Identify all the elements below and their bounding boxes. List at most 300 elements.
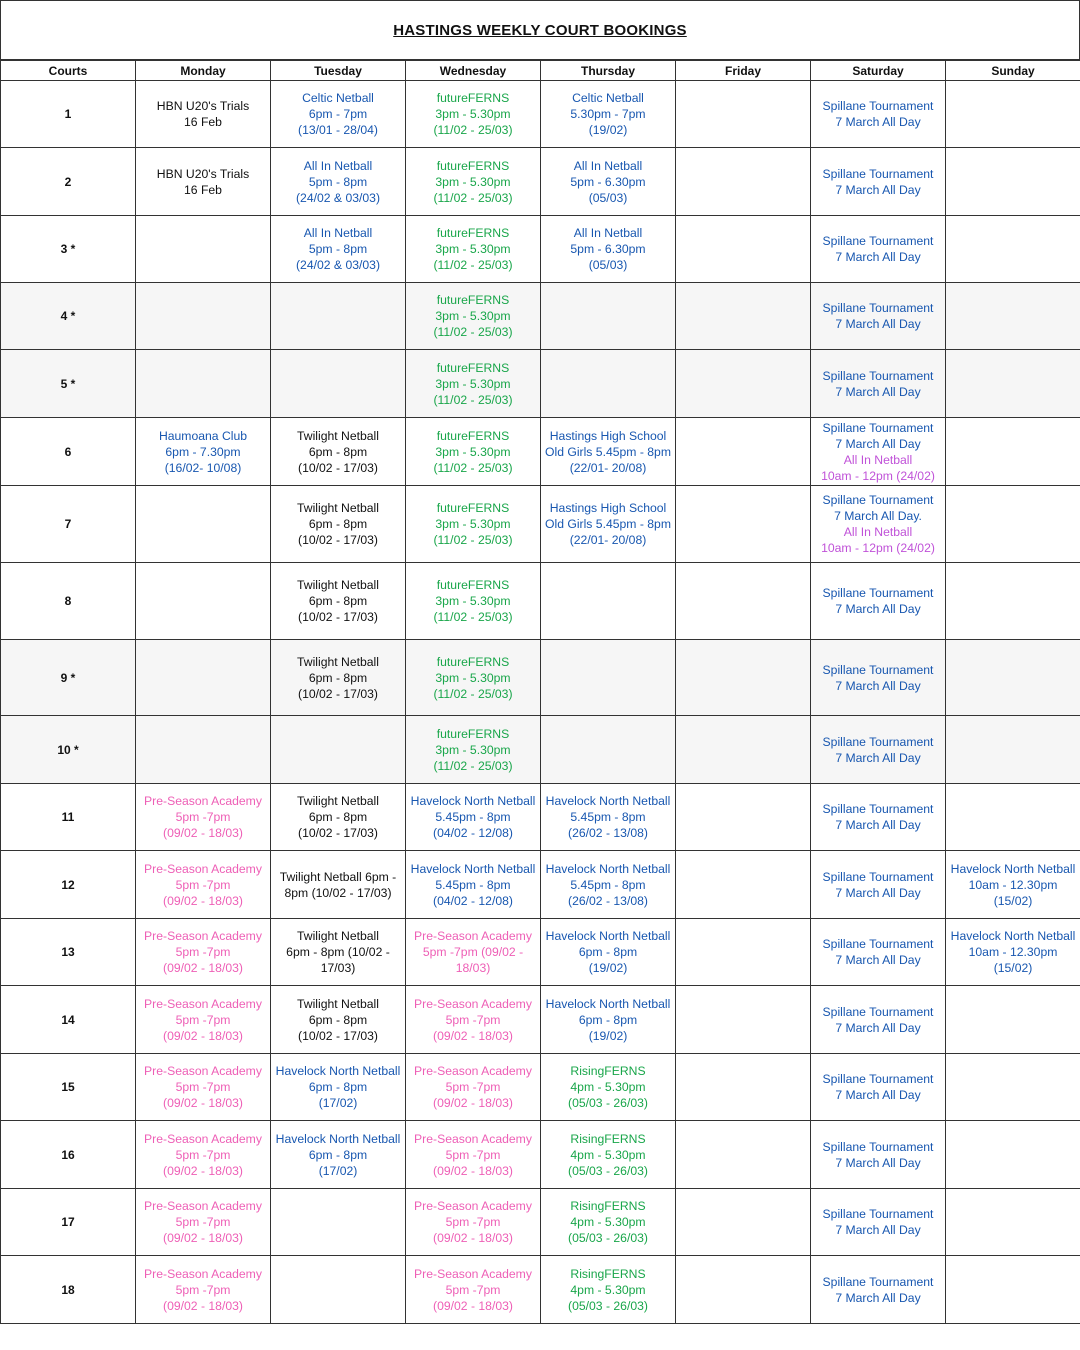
booking-text: Spillane Tournament	[822, 937, 934, 951]
booking-entry	[408, 996, 538, 1044]
booking-entry	[138, 1198, 268, 1246]
court-number: 11	[1, 784, 136, 851]
booking-cell-friday	[676, 283, 811, 350]
booking-text: RisingFERNS	[570, 1064, 646, 1078]
table-row	[1, 418, 1080, 486]
booking-text: (09/02 - 18/03)	[433, 1298, 513, 1313]
court-number: 2	[1, 148, 136, 216]
booking-cell-tuesday	[271, 1054, 406, 1121]
booking-entry	[543, 90, 673, 138]
booking-text: 3pm - 5.30pm	[435, 242, 511, 256]
booking-text: (17/02)	[318, 1096, 358, 1110]
booking-text: futureFERNS	[436, 501, 510, 515]
booking-entry	[543, 500, 673, 548]
booking-text: futureFERNS	[436, 91, 510, 105]
booking-text: RisingFERNS	[570, 1266, 646, 1281]
booking-text: Havelock North Netball	[410, 861, 536, 876]
booking-text: (09/02 - 18/03)	[433, 1028, 513, 1043]
booking-text: 5pm -7pm	[445, 1012, 501, 1027]
bookings-table	[0, 60, 1080, 1324]
booking-cell-sunday	[946, 640, 1080, 716]
booking-cell-saturday	[811, 784, 946, 851]
booking-cell-thursday	[541, 851, 676, 919]
booking-entry	[408, 1198, 538, 1246]
booking-cell-friday	[676, 1189, 811, 1256]
booking-cell-friday	[676, 1121, 811, 1189]
booking-entry	[273, 654, 403, 702]
booking-text: Pre-Season Academy	[144, 794, 262, 808]
court-number: 7	[1, 486, 136, 563]
booking-entry	[813, 1206, 943, 1238]
booking-text: 16 Feb	[184, 115, 222, 129]
booking-text: Pre-Season Academy	[144, 1064, 262, 1078]
booking-cell-friday	[676, 148, 811, 216]
booking-entry	[273, 577, 403, 625]
table-row	[1, 1256, 1080, 1324]
booking-cell-thursday	[541, 350, 676, 418]
booking-cell-saturday	[811, 1054, 946, 1121]
booking-text: Pre-Season Academy	[144, 929, 262, 943]
header-tuesday: Tuesday	[271, 61, 406, 81]
booking-entry	[813, 1139, 943, 1171]
booking-text: Twilight Netball	[297, 578, 379, 592]
booking-cell-monday	[136, 919, 271, 986]
booking-entry	[813, 166, 943, 198]
booking-text: 3pm - 5.30pm	[435, 670, 511, 685]
booking-cell-wednesday	[406, 563, 541, 640]
booking-text: 6pm - 8pm	[308, 594, 368, 608]
booking-text: 5pm -7pm	[175, 1080, 231, 1094]
booking-cell-friday	[676, 216, 811, 283]
booking-text: 6pm - 8pm	[308, 810, 368, 824]
booking-cell-saturday	[811, 1256, 946, 1324]
booking-cell-wednesday	[406, 851, 541, 919]
booking-text: (09/02 - 18/03)	[163, 1096, 243, 1110]
booking-cell-monday	[136, 486, 271, 563]
booking-entry	[543, 996, 673, 1044]
booking-text: All In Netball	[303, 158, 373, 173]
booking-text: 3pm - 5.30pm	[435, 309, 511, 323]
booking-cell-sunday	[946, 919, 1080, 986]
booking-text: RisingFERNS	[570, 1131, 646, 1146]
booking-cell-tuesday	[271, 283, 406, 350]
booking-text: 5pm -7pm (09/02 - 18/03)	[422, 945, 524, 975]
booking-text: 5.45pm - 8pm	[435, 810, 511, 824]
page-title: HASTINGS WEEKLY COURT BOOKINGS	[393, 21, 687, 39]
booking-cell-saturday	[811, 148, 946, 216]
booking-text: 4pm - 5.30pm	[570, 1147, 646, 1162]
booking-text: RisingFERNS	[570, 1199, 646, 1213]
booking-text: HBN U20's Trials	[156, 99, 250, 113]
booking-cell-thursday	[541, 986, 676, 1054]
booking-text: 10am - 12.30pm	[968, 945, 1058, 959]
booking-cell-thursday	[541, 563, 676, 640]
court-number: 14	[1, 986, 136, 1054]
booking-cell-tuesday	[271, 851, 406, 919]
booking-cell-tuesday	[271, 216, 406, 283]
booking-text: 6pm - 8pm	[308, 1147, 368, 1162]
booking-cell-friday	[676, 1054, 811, 1121]
booking-text: Old Girls 5.45pm - 8pm	[545, 517, 671, 531]
booking-cell-sunday	[946, 563, 1080, 640]
booking-cell-sunday	[946, 1121, 1080, 1189]
booking-entry	[543, 861, 673, 909]
booking-text: (05/03 - 26/03)	[568, 1231, 648, 1245]
table-row	[1, 283, 1080, 350]
booking-text: futureFERNS	[436, 158, 510, 173]
booking-text: 5.45pm - 8pm	[435, 877, 511, 892]
booking-cell-tuesday	[271, 1189, 406, 1256]
booking-text: Havelock North Netball	[545, 861, 671, 876]
booking-cell-saturday	[811, 486, 946, 563]
booking-cell-monday	[136, 1121, 271, 1189]
booking-text: Spillane Tournament	[822, 1207, 934, 1221]
booking-text: (11/02 - 25/03)	[433, 758, 513, 773]
booking-text: All In Netball	[843, 525, 913, 539]
booking-text: Havelock North Netball	[545, 996, 671, 1011]
booking-entry	[408, 928, 538, 976]
booking-cell-friday	[676, 350, 811, 418]
booking-text: (09/02 - 18/03)	[163, 1028, 243, 1043]
booking-text: Pre-Season Academy	[144, 1199, 262, 1213]
booking-text: 7 March All Day	[835, 818, 921, 832]
court-number: 9 *	[1, 640, 136, 716]
booking-cell-tuesday	[271, 986, 406, 1054]
booking-text: (10/02 - 17/03)	[298, 460, 378, 475]
booking-text: 5pm -7pm	[445, 1080, 501, 1094]
booking-text: Spillane Tournament	[822, 493, 934, 507]
booking-text: 6pm - 8pm	[308, 1012, 368, 1027]
booking-text: 3pm - 5.30pm	[435, 517, 511, 531]
court-number: 17	[1, 1189, 136, 1256]
booking-text: (11/02 - 25/03)	[433, 190, 513, 205]
booking-cell-friday	[676, 81, 811, 148]
booking-text: Spillane Tournament	[822, 869, 934, 884]
booking-cell-tuesday	[271, 148, 406, 216]
booking-text: Pre-Season Academy	[414, 1131, 532, 1146]
booking-text: (11/02 - 25/03)	[433, 610, 513, 624]
booking-text: (15/02)	[993, 961, 1033, 975]
booking-text: 7 March All Day	[835, 1290, 921, 1305]
booking-text: 10am - 12.30pm	[968, 877, 1058, 892]
booking-cell-sunday	[946, 784, 1080, 851]
booking-text: Celtic Netball	[302, 91, 374, 105]
court-number: 3 *	[1, 216, 136, 283]
booking-text: Pre-Season Academy	[144, 1131, 262, 1146]
booking-text: (04/02 - 12/08)	[433, 826, 513, 840]
booking-text: 10am - 12pm (24/02)	[821, 541, 935, 555]
booking-text: (05/03 - 26/03)	[568, 1298, 648, 1313]
booking-text: (26/02 - 13/08)	[568, 893, 648, 908]
table-row	[1, 1121, 1080, 1189]
booking-text: 3pm - 5.30pm	[435, 594, 511, 608]
booking-cell-monday	[136, 81, 271, 148]
booking-entry	[543, 225, 673, 273]
booking-text: Spillane Tournament	[822, 166, 934, 181]
booking-entry	[813, 1274, 943, 1306]
booking-entry	[408, 158, 538, 206]
booking-text: futureFERNS	[436, 428, 510, 443]
booking-cell-friday	[676, 716, 811, 784]
booking-text: Hastings High School	[549, 501, 667, 515]
booking-entry	[813, 492, 943, 524]
booking-cell-monday	[136, 1256, 271, 1324]
booking-entry	[813, 420, 943, 452]
booking-text: (09/02 - 18/03)	[163, 1298, 243, 1313]
booking-text: (24/02 & 03/03)	[295, 190, 380, 205]
booking-text: 6pm - 8pm	[578, 1012, 638, 1027]
header-thursday: Thursday	[541, 61, 676, 81]
booking-cell-thursday	[541, 1189, 676, 1256]
booking-cell-saturday	[811, 283, 946, 350]
booking-text: Spillane Tournament	[822, 662, 934, 677]
booking-cell-sunday	[946, 1189, 1080, 1256]
court-number: 6	[1, 418, 136, 486]
booking-text: Pre-Season Academy	[414, 996, 532, 1011]
booking-cell-wednesday	[406, 1189, 541, 1256]
booking-entry	[543, 1266, 673, 1314]
booking-text: 7 March All Day	[835, 953, 921, 967]
table-row	[1, 563, 1080, 640]
booking-text: (09/02 - 18/03)	[163, 961, 243, 975]
booking-entry	[138, 1131, 268, 1179]
header-sunday: Sunday	[946, 61, 1080, 81]
booking-text: Havelock North Netball	[545, 794, 671, 808]
booking-text: 5.30pm - 7pm	[570, 107, 646, 121]
booking-entry	[138, 1266, 268, 1314]
booking-cell-saturday	[811, 716, 946, 784]
booking-text: futureFERNS	[436, 654, 510, 669]
booking-cell-tuesday	[271, 418, 406, 486]
booking-text: Spillane Tournament	[822, 586, 934, 600]
booking-cell-thursday	[541, 1054, 676, 1121]
booking-entry	[813, 585, 943, 617]
booking-entry	[408, 654, 538, 702]
booking-text: 7 March All Day	[835, 1155, 921, 1170]
booking-text: 7 March All Day	[835, 1223, 921, 1237]
booking-cell-sunday	[946, 851, 1080, 919]
booking-cell-sunday	[946, 148, 1080, 216]
booking-text: Havelock North Netball	[545, 929, 671, 943]
booking-cell-monday	[136, 784, 271, 851]
booking-entry	[273, 90, 403, 138]
court-number: 1	[1, 81, 136, 148]
booking-entry	[543, 793, 673, 841]
booking-text: 3pm - 5.30pm	[435, 107, 511, 121]
booking-text: 7 March All Day	[835, 885, 921, 900]
booking-entry	[813, 524, 943, 556]
booking-text: Hastings High School	[549, 428, 667, 443]
booking-entry	[408, 428, 538, 476]
booking-entry	[408, 360, 538, 408]
booking-text: Havelock North Netball	[950, 929, 1076, 943]
booking-entry	[813, 368, 943, 400]
booking-cell-tuesday	[271, 486, 406, 563]
court-number: 12	[1, 851, 136, 919]
booking-entry	[138, 861, 268, 909]
booking-cell-friday	[676, 1256, 811, 1324]
booking-cell-thursday	[541, 216, 676, 283]
booking-cell-sunday	[946, 1256, 1080, 1324]
table-row	[1, 486, 1080, 563]
booking-text: (19/02)	[588, 961, 628, 975]
booking-text: 7 March All Day	[835, 436, 921, 451]
booking-text: 6pm - 8pm	[308, 444, 368, 459]
booking-entry	[813, 452, 943, 484]
booking-entry	[408, 500, 538, 548]
booking-cell-tuesday	[271, 1121, 406, 1189]
booking-text: (11/02 - 25/03)	[433, 460, 513, 475]
booking-entry	[138, 996, 268, 1044]
booking-text: 3pm - 5.30pm	[435, 376, 511, 391]
booking-text: (05/03)	[588, 190, 628, 205]
booking-text: HBN U20's Trials	[156, 166, 250, 181]
booking-cell-thursday	[541, 283, 676, 350]
booking-text: 5pm -7pm	[175, 1215, 231, 1229]
booking-entry	[273, 928, 403, 976]
booking-cell-monday	[136, 716, 271, 784]
booking-entry	[813, 1004, 943, 1036]
booking-text: 5pm -7pm	[445, 1282, 501, 1297]
booking-text: 5pm -7pm	[175, 945, 231, 959]
booking-cell-wednesday	[406, 1054, 541, 1121]
booking-text: 6pm - 8pm	[308, 517, 368, 531]
booking-text: 10am - 12pm (24/02)	[821, 468, 935, 483]
booking-text: (11/02 - 25/03)	[433, 686, 513, 701]
booking-text: (10/02 - 17/03)	[298, 1028, 378, 1043]
booking-entry	[813, 869, 943, 901]
booking-entry	[408, 861, 538, 909]
table-row	[1, 148, 1080, 216]
booking-text: Twilight Netball	[297, 501, 379, 515]
booking-text: (19/02)	[588, 1028, 628, 1043]
booking-cell-tuesday	[271, 716, 406, 784]
booking-text: Spillane Tournament	[822, 802, 934, 816]
booking-cell-wednesday	[406, 486, 541, 563]
booking-entry	[138, 428, 268, 476]
booking-text: 6pm - 8pm	[308, 670, 368, 685]
booking-entry	[543, 1063, 673, 1111]
booking-text: (10/02 - 17/03)	[298, 686, 378, 701]
booking-cell-saturday	[811, 919, 946, 986]
booking-text: 7 March All Day.	[834, 509, 922, 523]
booking-text: Twilight Netball	[297, 428, 379, 443]
booking-text: 7 March All Day	[835, 115, 921, 129]
header-friday: Friday	[676, 61, 811, 81]
booking-cell-wednesday	[406, 81, 541, 148]
booking-text: 7 March All Day	[835, 1088, 921, 1102]
header-row	[1, 61, 1080, 81]
booking-entry	[138, 928, 268, 976]
header-monday: Monday	[136, 61, 271, 81]
booking-cell-saturday	[811, 986, 946, 1054]
booking-cell-monday	[136, 986, 271, 1054]
booking-cell-saturday	[811, 851, 946, 919]
booking-cell-monday	[136, 851, 271, 919]
booking-entry	[138, 1063, 268, 1111]
booking-text: futureFERNS	[436, 578, 510, 592]
booking-text: 6pm - 8pm	[578, 945, 638, 959]
booking-text: (09/02 - 18/03)	[433, 1231, 513, 1245]
booking-text: 5.45pm - 8pm	[570, 877, 646, 892]
booking-text: 5pm -7pm	[445, 1147, 501, 1162]
booking-entry	[813, 300, 943, 332]
booking-text: 5pm - 6.30pm	[570, 242, 646, 256]
booking-text: (24/02 & 03/03)	[295, 258, 380, 272]
booking-entry	[813, 1071, 943, 1103]
booking-text: 6pm - 7pm	[308, 107, 368, 121]
booking-text: (05/03 - 26/03)	[568, 1163, 648, 1178]
booking-text: Pre-Season Academy	[414, 929, 532, 943]
booking-cell-wednesday	[406, 919, 541, 986]
booking-entry	[138, 98, 268, 130]
booking-cell-monday	[136, 563, 271, 640]
booking-entry	[948, 861, 1078, 909]
booking-text: (15/02)	[993, 893, 1033, 908]
booking-text: 6pm - 7.30pm	[165, 444, 241, 459]
title-box	[0, 0, 1080, 60]
booking-cell-thursday	[541, 716, 676, 784]
table-row	[1, 784, 1080, 851]
booking-text: (13/01 - 28/04)	[298, 123, 378, 137]
booking-entry	[273, 869, 403, 901]
booking-entry	[408, 577, 538, 625]
booking-cell-wednesday	[406, 216, 541, 283]
booking-cell-saturday	[811, 1189, 946, 1256]
table-row	[1, 640, 1080, 716]
booking-cell-saturday	[811, 418, 946, 486]
booking-cell-thursday	[541, 486, 676, 563]
booking-cell-wednesday	[406, 716, 541, 784]
booking-text: All In Netball	[573, 226, 643, 240]
booking-cell-thursday	[541, 1121, 676, 1189]
booking-text: Havelock North Netball	[275, 1131, 401, 1146]
booking-cell-friday	[676, 486, 811, 563]
booking-entry	[273, 225, 403, 273]
booking-text: Spillane Tournament	[822, 1139, 934, 1154]
booking-text: 5pm -7pm	[175, 1012, 231, 1027]
booking-text: (11/02 - 25/03)	[433, 258, 513, 272]
booking-text: Pre-Season Academy	[144, 1266, 262, 1281]
booking-cell-wednesday	[406, 148, 541, 216]
booking-text: 7 March All Day	[835, 678, 921, 693]
court-number: 16	[1, 1121, 136, 1189]
booking-text: Spillane Tournament	[822, 420, 934, 435]
booking-entry	[273, 793, 403, 841]
booking-cell-tuesday	[271, 640, 406, 716]
booking-text: (17/02)	[318, 1163, 358, 1178]
booking-entry	[543, 428, 673, 476]
booking-text: (10/02 - 17/03)	[298, 826, 378, 840]
booking-text: (16/02- 10/08)	[164, 460, 242, 475]
booking-cell-tuesday	[271, 563, 406, 640]
booking-text: Pre-Season Academy	[414, 1266, 532, 1281]
booking-cell-wednesday	[406, 1121, 541, 1189]
booking-text: (09/02 - 18/03)	[163, 826, 243, 840]
booking-text: Haumoana Club	[158, 428, 248, 443]
booking-text: Spillane Tournament	[822, 234, 934, 248]
booking-text: (09/02 - 18/03)	[163, 1163, 243, 1178]
court-number: 8	[1, 563, 136, 640]
booking-cell-tuesday	[271, 919, 406, 986]
booking-cell-wednesday	[406, 418, 541, 486]
booking-text: (09/02 - 18/03)	[163, 893, 243, 908]
booking-cell-thursday	[541, 418, 676, 486]
booking-cell-sunday	[946, 486, 1080, 563]
table-row	[1, 350, 1080, 418]
booking-cell-friday	[676, 919, 811, 986]
booking-cell-wednesday	[406, 784, 541, 851]
